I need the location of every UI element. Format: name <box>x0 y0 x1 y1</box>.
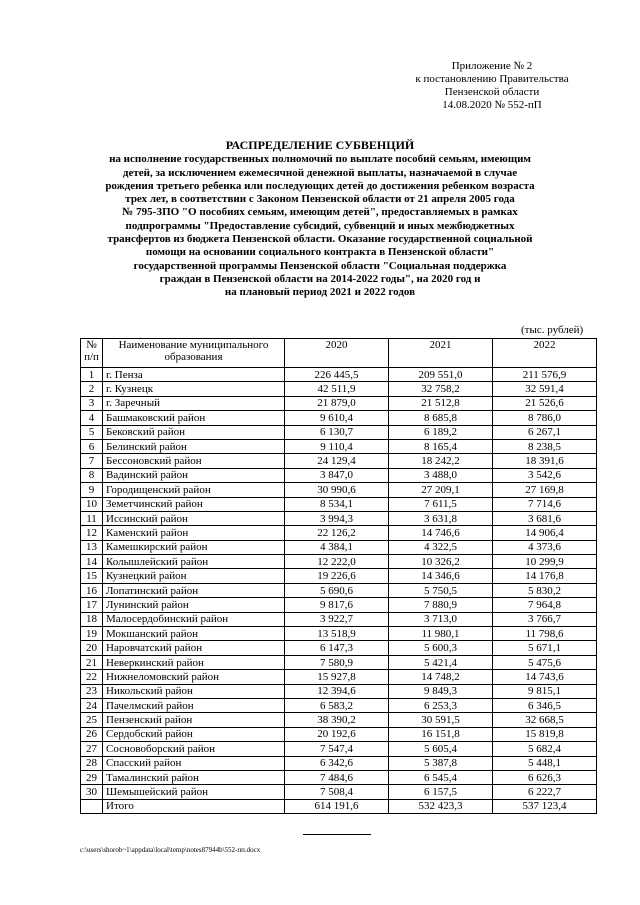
row-value-2021: 3 488,0 <box>389 468 493 482</box>
row-municipality: Итого <box>103 799 285 813</box>
header-year-2022: 2022 <box>493 339 597 368</box>
row-value-2022: 8 786,0 <box>493 411 597 425</box>
row-value-2021: 5 421,4 <box>389 655 493 669</box>
table-row <box>81 756 597 770</box>
row-value-2022: 5 671,1 <box>493 641 597 655</box>
row-municipality: г. Заречный <box>103 396 285 410</box>
row-value-2021: 5 600,3 <box>389 641 493 655</box>
row-value-2022: 211 576,9 <box>493 368 597 382</box>
table-row <box>81 511 597 525</box>
row-municipality: Камешкирский район <box>103 540 285 554</box>
table-row <box>81 540 597 554</box>
row-value-2020: 19 226,6 <box>285 569 389 583</box>
table-row <box>81 670 597 684</box>
row-value-2020: 7 508,4 <box>285 785 389 799</box>
table-row <box>81 742 597 756</box>
row-value-2020: 226 445,5 <box>285 368 389 382</box>
row-number: 16 <box>81 583 103 597</box>
row-value-2022: 5 830,2 <box>493 583 597 597</box>
row-municipality: Каменский район <box>103 526 285 540</box>
row-value-2021: 8 165,4 <box>389 439 493 453</box>
heading-line: граждан в Пензенской области на 2014-2022 годы", на 2020 год и <box>159 272 481 285</box>
row-municipality: Бековский район <box>103 425 285 439</box>
appendix-date-number: 14.08.2020 № 552-пП <box>442 99 542 111</box>
row-number: 8 <box>81 468 103 482</box>
row-value-2020: 7 547,4 <box>285 742 389 756</box>
row-number: 5 <box>81 425 103 439</box>
row-value-2021: 27 209,1 <box>389 483 493 497</box>
row-value-2022: 21 526,6 <box>493 396 597 410</box>
row-value-2021: 32 758,2 <box>389 382 493 396</box>
row-value-2021: 30 591,5 <box>389 713 493 727</box>
header-municipality: Наименование муниципального образования <box>103 339 285 368</box>
row-value-2020: 6 342,6 <box>285 756 389 770</box>
row-municipality: Пензенский район <box>103 713 285 727</box>
row-number: 23 <box>81 684 103 698</box>
row-value-2022: 4 373,6 <box>493 540 597 554</box>
row-value-2022: 32 668,5 <box>493 713 597 727</box>
row-number: 9 <box>81 483 103 497</box>
row-value-2021: 9 849,3 <box>389 684 493 698</box>
row-value-2021: 3 631,8 <box>389 511 493 525</box>
row-municipality: Сердобский район <box>103 727 285 741</box>
row-value-2021: 4 322,5 <box>389 540 493 554</box>
row-value-2020: 42 511,9 <box>285 382 389 396</box>
row-municipality: Городищенский район <box>103 483 285 497</box>
table-row <box>81 411 597 425</box>
appendix-decree-ref: к постановлению Правительства <box>415 73 569 85</box>
row-value-2022: 6 346,5 <box>493 698 597 712</box>
row-municipality: Пачелмский район <box>103 698 285 712</box>
row-value-2020: 38 390,2 <box>285 713 389 727</box>
row-value-2020: 9 610,4 <box>285 411 389 425</box>
row-number: 22 <box>81 670 103 684</box>
row-value-2022: 5 448,1 <box>493 756 597 770</box>
row-value-2021: 5 750,5 <box>389 583 493 597</box>
row-value-2020: 24 129,4 <box>285 454 389 468</box>
row-number: 21 <box>81 655 103 669</box>
row-value-2022: 6 626,3 <box>493 770 597 784</box>
heading-line: на исполнение государственных полномочий по выплате пособий семьям, имеющим <box>109 153 531 166</box>
row-municipality: Сосновоборский район <box>103 742 285 756</box>
row-value-2020: 22 126,2 <box>285 526 389 540</box>
row-value-2020: 3 847,0 <box>285 468 389 482</box>
table-row <box>81 770 597 784</box>
row-municipality: Никольский район <box>103 684 285 698</box>
table-row <box>81 439 597 453</box>
row-municipality: Нижнеломовский район <box>103 670 285 684</box>
row-value-2021: 8 685,8 <box>389 411 493 425</box>
row-value-2021: 14 748,2 <box>389 670 493 684</box>
subventions-table <box>80 338 597 814</box>
table-row <box>81 698 597 712</box>
row-number: 3 <box>81 396 103 410</box>
row-municipality: Лунинский район <box>103 598 285 612</box>
row-value-2022: 5 682,4 <box>493 742 597 756</box>
table-row <box>81 785 597 799</box>
row-value-2020: 7 484,6 <box>285 770 389 784</box>
row-value-2020: 15 927,8 <box>285 670 389 684</box>
row-value-2021: 6 189,2 <box>389 425 493 439</box>
row-value-2020: 3 922,7 <box>285 612 389 626</box>
table-row <box>81 382 597 396</box>
row-number: 4 <box>81 411 103 425</box>
row-value-2022: 7 714,6 <box>493 497 597 511</box>
row-value-2022: 11 798,6 <box>493 627 597 641</box>
row-number: 26 <box>81 727 103 741</box>
row-value-2022: 6 267,1 <box>493 425 597 439</box>
row-number: 1 <box>81 368 103 382</box>
row-municipality: Вадинский район <box>103 468 285 482</box>
row-municipality: г. Кузнецк <box>103 382 285 396</box>
row-value-2021: 6 253,3 <box>389 698 493 712</box>
row-value-2021: 5 605,4 <box>389 742 493 756</box>
row-municipality: Кузнецкий район <box>103 569 285 583</box>
table-row <box>81 727 597 741</box>
heading-line: подпрограммы "Предоставление субсидий, субвенций и иных межбюджетных <box>125 219 515 232</box>
row-municipality: Спасский район <box>103 756 285 770</box>
table-row <box>81 526 597 540</box>
row-value-2020: 5 690,6 <box>285 583 389 597</box>
heading-line: на плановый период 2021 и 2022 годов <box>224 286 416 299</box>
file-path: c:\users\shorob~1\appdata\local\temp\notes87944b\552-пп.docx <box>80 846 261 854</box>
table-row <box>81 468 597 482</box>
appendix-block <box>392 60 592 112</box>
appendix-title: Приложение № 2 <box>451 60 533 72</box>
table-row <box>81 396 597 410</box>
table-body <box>81 368 597 814</box>
row-municipality: Колышлейский район <box>103 555 285 569</box>
row-value-2021: 7 880,9 <box>389 598 493 612</box>
row-number: 30 <box>81 785 103 799</box>
row-value-2021: 5 387,8 <box>389 756 493 770</box>
row-municipality: г. Пенза <box>103 368 285 382</box>
row-number: 19 <box>81 627 103 641</box>
table-row <box>81 598 597 612</box>
row-value-2022: 15 819,8 <box>493 727 597 741</box>
table-row <box>81 483 597 497</box>
row-number: 28 <box>81 756 103 770</box>
row-value-2022: 27 169,8 <box>493 483 597 497</box>
row-number: 14 <box>81 555 103 569</box>
row-number: 6 <box>81 439 103 453</box>
row-value-2020: 21 879,0 <box>285 396 389 410</box>
row-value-2021: 21 512,8 <box>389 396 493 410</box>
row-municipality: Земетчинский район <box>103 497 285 511</box>
row-value-2020: 8 534,1 <box>285 497 389 511</box>
row-value-2021: 7 611,5 <box>389 497 493 511</box>
table-row <box>81 612 597 626</box>
row-number: 17 <box>81 598 103 612</box>
row-value-2022: 3 681,6 <box>493 511 597 525</box>
row-value-2020: 6 130,7 <box>285 425 389 439</box>
table-row <box>81 684 597 698</box>
row-value-2022: 14 906,4 <box>493 526 597 540</box>
table-row <box>81 555 597 569</box>
table-row <box>81 641 597 655</box>
row-value-2021: 3 713,0 <box>389 612 493 626</box>
row-value-2022: 3 766,7 <box>493 612 597 626</box>
row-value-2022: 6 222,7 <box>493 785 597 799</box>
row-value-2022: 14 176,8 <box>493 569 597 583</box>
row-value-2020: 20 192,6 <box>285 727 389 741</box>
row-number: 27 <box>81 742 103 756</box>
table-row <box>81 627 597 641</box>
row-value-2022: 7 964,8 <box>493 598 597 612</box>
row-number <box>81 799 103 813</box>
table-row <box>81 368 597 382</box>
row-number: 25 <box>81 713 103 727</box>
row-value-2022: 5 475,6 <box>493 655 597 669</box>
row-number: 13 <box>81 540 103 554</box>
table-row <box>81 454 597 468</box>
row-number: 18 <box>81 612 103 626</box>
heading-line: № 795-ЗПО "О пособиях семьям, имеющим детей", предоставляемых в рамках <box>122 206 518 219</box>
table-row <box>81 497 597 511</box>
row-municipality: Белинский район <box>103 439 285 453</box>
heading-line: детей, за исключением ежемесячной денежной выплаты, назначаемой в случае <box>122 166 518 179</box>
row-municipality: Малосердобинский район <box>103 612 285 626</box>
row-value-2021: 6 545,4 <box>389 770 493 784</box>
row-value-2022: 3 542,6 <box>493 468 597 482</box>
header-year-2020: 2020 <box>285 339 389 368</box>
heading-line: помощи на основании социального контракта в Пензенской области" <box>145 246 495 259</box>
units-label: (тыс. рублей) <box>521 324 584 336</box>
row-value-2021: 14 346,6 <box>389 569 493 583</box>
table-row <box>81 583 597 597</box>
row-value-2020: 4 384,1 <box>285 540 389 554</box>
row-value-2020: 6 583,2 <box>285 698 389 712</box>
header-number: № п/п <box>81 339 103 368</box>
row-number: 24 <box>81 698 103 712</box>
row-value-2021: 6 157,5 <box>389 785 493 799</box>
row-value-2022: 18 391,6 <box>493 454 597 468</box>
table-row <box>81 713 597 727</box>
row-value-2020: 3 994,3 <box>285 511 389 525</box>
footer-divider <box>303 834 371 835</box>
row-number: 15 <box>81 569 103 583</box>
appendix-region: Пензенской области <box>444 86 540 98</box>
row-value-2021: 18 242,2 <box>389 454 493 468</box>
row-municipality: Наровчатский район <box>103 641 285 655</box>
document-heading <box>50 139 590 300</box>
row-municipality: Мокшанский район <box>103 627 285 641</box>
heading-line: трансфертов из бюджета Пензенской области. Оказание государственной социальной <box>107 233 533 246</box>
heading-line: рождения третьего ребенка или последующих детей до достижения ребенком возраста <box>105 179 535 192</box>
row-municipality: Шемышейский район <box>103 785 285 799</box>
row-number: 12 <box>81 526 103 540</box>
row-value-2021: 532 423,3 <box>389 799 493 813</box>
heading-line: трех лет, в соответствии с Законом Пензенской области от 21 апреля 2005 года <box>125 193 515 206</box>
row-municipality: Лопатинский район <box>103 583 285 597</box>
table-header-row <box>81 339 597 368</box>
row-value-2022: 9 815,1 <box>493 684 597 698</box>
table-total-row <box>81 799 597 813</box>
row-value-2020: 12 222,0 <box>285 555 389 569</box>
row-value-2021: 209 551,0 <box>389 368 493 382</box>
header-year-2021: 2021 <box>389 339 493 368</box>
row-value-2020: 9 817,6 <box>285 598 389 612</box>
row-number: 11 <box>81 511 103 525</box>
row-municipality: Иссинский район <box>103 511 285 525</box>
row-value-2022: 14 743,6 <box>493 670 597 684</box>
table-row <box>81 569 597 583</box>
row-value-2020: 30 990,6 <box>285 483 389 497</box>
row-value-2022: 8 238,5 <box>493 439 597 453</box>
row-value-2022: 10 299,9 <box>493 555 597 569</box>
row-number: 29 <box>81 770 103 784</box>
row-number: 20 <box>81 641 103 655</box>
row-number: 10 <box>81 497 103 511</box>
row-municipality: Башмаковский район <box>103 411 285 425</box>
heading-line: государственной программы Пензенской области "Социальная поддержка <box>133 259 507 272</box>
row-municipality: Тамалинский район <box>103 770 285 784</box>
row-value-2022: 537 123,4 <box>493 799 597 813</box>
row-value-2020: 6 147,3 <box>285 641 389 655</box>
row-value-2021: 11 980,1 <box>389 627 493 641</box>
row-value-2021: 16 151,8 <box>389 727 493 741</box>
row-value-2022: 32 591,4 <box>493 382 597 396</box>
row-value-2020: 12 394,6 <box>285 684 389 698</box>
row-number: 7 <box>81 454 103 468</box>
document-title: РАСПРЕДЕЛЕНИЕ СУБВЕНЦИЙ <box>225 138 415 152</box>
row-value-2021: 10 326,2 <box>389 555 493 569</box>
row-municipality: Бессоновский район <box>103 454 285 468</box>
row-value-2020: 614 191,6 <box>285 799 389 813</box>
table-row <box>81 425 597 439</box>
row-number: 2 <box>81 382 103 396</box>
row-municipality: Неверкинский район <box>103 655 285 669</box>
row-value-2020: 9 110,4 <box>285 439 389 453</box>
row-value-2020: 13 518,9 <box>285 627 389 641</box>
row-value-2020: 7 580,9 <box>285 655 389 669</box>
table-row <box>81 655 597 669</box>
row-value-2021: 14 746,6 <box>389 526 493 540</box>
